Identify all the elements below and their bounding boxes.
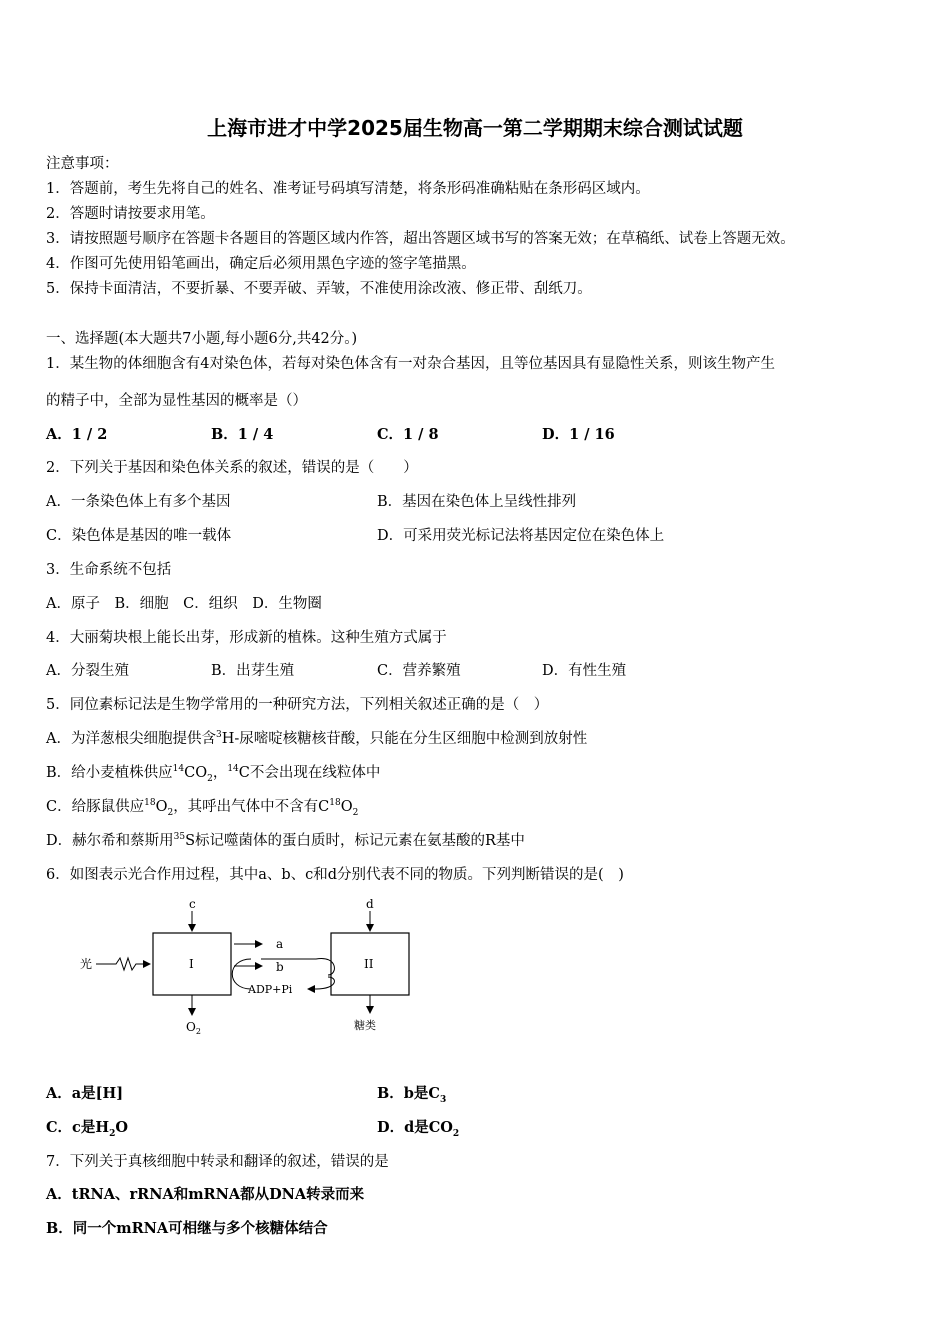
q6-option-a: A．a是[H] (46, 1085, 124, 1102)
q2-option-d: D．可采用荧光标记法将基因定位在染色体上 (377, 528, 665, 544)
notice-item-2: 2．答题时请按要求用笔。 (46, 206, 215, 222)
box-1-label: I (189, 957, 194, 971)
q5-option-d: D．赫尔希和蔡斯用$^{35}$S标记噬菌体的蛋白质时，标记元素在氨基酸的R基中 (46, 832, 525, 849)
sugar-label: 糖类 (354, 1019, 376, 1032)
question-6-stem: 6．如图表示光合作用过程，其中a、b、c和d分别代表不同的物质。下列判断错误的是( ) (46, 867, 624, 883)
photosynthesis-diagram (76, 893, 416, 1043)
notice-heading: 注意事项： (46, 156, 119, 172)
question-1-stem-cont: 的精子中，全部为显性基因的概率是（） (46, 393, 307, 409)
page-title: 上海市进才中学2025届生物高一第二学期期末综合测试试题 (207, 116, 743, 140)
q1-option-b: B．1 / 4 (211, 426, 274, 443)
q1-option-c: C．1 / 8 (377, 426, 439, 443)
d-label: d (366, 897, 374, 911)
question-3-stem: 3．生命系统不包括 (46, 562, 172, 578)
q5-option-a: A．为洋葱根尖细胞提供含$^3$H-尿嘧啶核糖核苷酸，只能在分生区细胞中检测到放射性 (46, 730, 588, 747)
o2-label: $O_2$ (186, 1020, 201, 1036)
notice-item-3: 3．请按照题号顺序在答题卡各题目的答题区域内作答，超出答题区域书写的答案无效；在草稿纸、试卷上答题无效。 (46, 231, 795, 247)
q3-options: A．原子 B．细胞 C．组织 D．生物圈 (46, 596, 322, 612)
q4-option-b: B．出芽生殖 (211, 663, 295, 679)
q2-option-b: B．基因在染色体上呈线性排列 (377, 494, 577, 510)
box-2-label: II (364, 957, 374, 971)
b-label: b (276, 960, 284, 974)
q7-option-a: A．tRNA、rRNA和mRNA都从DNA转录而来 (46, 1186, 365, 1203)
q1-option-d: D．1 / 16 (542, 426, 615, 443)
notice-item-1: 1．答题前，考生先将自己的姓名、准考证号码填写清楚，将条形码准确粘贴在条形码区域内。 (46, 181, 650, 197)
question-5-stem: 5．同位素标记法是生物学常用的一种研究方法，下列相关叙述正确的是（ ） (46, 697, 549, 713)
q4-option-d: D．有性生殖 (542, 663, 627, 679)
question-1-stem: 1．某生物的体细胞含有4对染色体，若每对染色体含有一对杂合基因，且等位基因具有显隐性关系，则该生物产生 (46, 356, 775, 372)
q5-option-b: B．给小麦植株供应$^{14}CO_2$，$^{14}$C不会出现在线粒体中 (46, 764, 381, 784)
cycle-right-curve (316, 977, 334, 989)
cycle-top-line (261, 958, 334, 975)
question-4-stem: 4．大丽菊块根上能长出芽，形成新的植株。这种生殖方式属于 (46, 630, 447, 646)
light-arrow (96, 958, 150, 970)
q6-option-b: B．b是$C_3$ (377, 1085, 447, 1105)
q5-option-c: C．给豚鼠供应$^{18}O_2$，其呼出气体中不含有$C^{18}O_2$ (46, 798, 359, 818)
section-heading: 一、选择题(本大题共7小题,每小题6分,共42分。) (46, 331, 358, 347)
c-label: c (189, 897, 196, 911)
q1-option-a: A．1 / 2 (46, 426, 108, 443)
notice-item-5: 5．保持卡面清洁，不要折暴、不要弄破、弄皱，不准使用涂改液、修正带、刮纸刀。 (46, 281, 592, 297)
q2-option-c: C．染色体是基因的唯一载体 (46, 528, 232, 544)
q6-option-d: D．d是$CO_2$ (377, 1119, 460, 1139)
question-2-stem: 2．下列关于基因和染色体关系的叙述，错误的是（ ） (46, 460, 418, 476)
notice-item-4: 4．作图可先使用铅笔画出，确定后必须用黑色字迹的签字笔描黑。 (46, 256, 476, 272)
q4-option-c: C．营养繁殖 (377, 663, 461, 679)
q4-option-a: A．分裂生殖 (46, 663, 129, 679)
a-label: a (276, 937, 284, 951)
q2-option-a: A．一条染色体上有多个基因 (46, 494, 231, 510)
q7-option-b: B．同一个mRNA可相继与多个核糖体结合 (46, 1220, 328, 1237)
question-7-stem: 7．下列关于真核细胞中转录和翻译的叙述，错误的是 (46, 1154, 389, 1170)
light-label: 光 (80, 957, 93, 971)
adp-label: ADP+Pi (248, 983, 293, 996)
q6-option-c: C．c是$H_2O$ (46, 1119, 128, 1139)
